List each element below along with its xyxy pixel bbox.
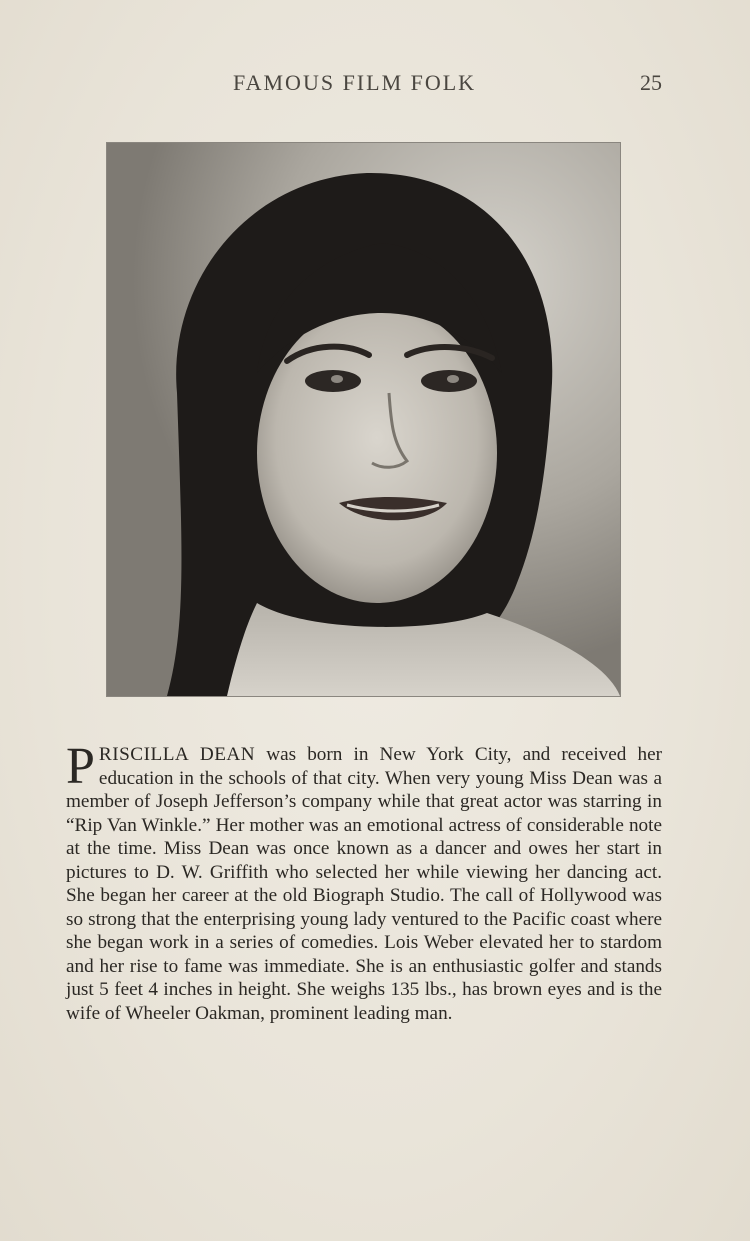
running-title: FAMOUS FILM FOLK (233, 70, 477, 95)
running-head (0, 70, 750, 100)
drop-cap: P (66, 738, 95, 795)
biography-paragraph (66, 738, 662, 1025)
subject-name: RISCILLA DEAN (98, 744, 256, 765)
portrait-photo (107, 143, 620, 696)
page-number: 25 (640, 70, 662, 95)
biography-text: was born in New York City, and received her education in the schools of that city. When very young Miss Dean was a member of Joseph Jefferson’s company while that great actor was starring in “Rip Van Winkle.” Her mother was an emotional actress of considerable note at the time. Miss Dean was once known as a dancer and owes her start in pictures to D. W. Griffith who selected her while viewing her dancing act. She began her career at the old Biograph Studio. The call of Hollywood was so strong that the enterprising young lady ventured to the Pacific coast where she began work in a series of comedies. Lois Weber elevated her to stardom and her rise to fame was immediate. She is an enthusiastic golfer and stands just 5 feet 4 inches in height. She weighs 135 lbs., has brown eyes and is the wife of Wheeler Oakman, prominent leading man. (66, 744, 662, 1024)
portrait-illustration (107, 143, 620, 696)
